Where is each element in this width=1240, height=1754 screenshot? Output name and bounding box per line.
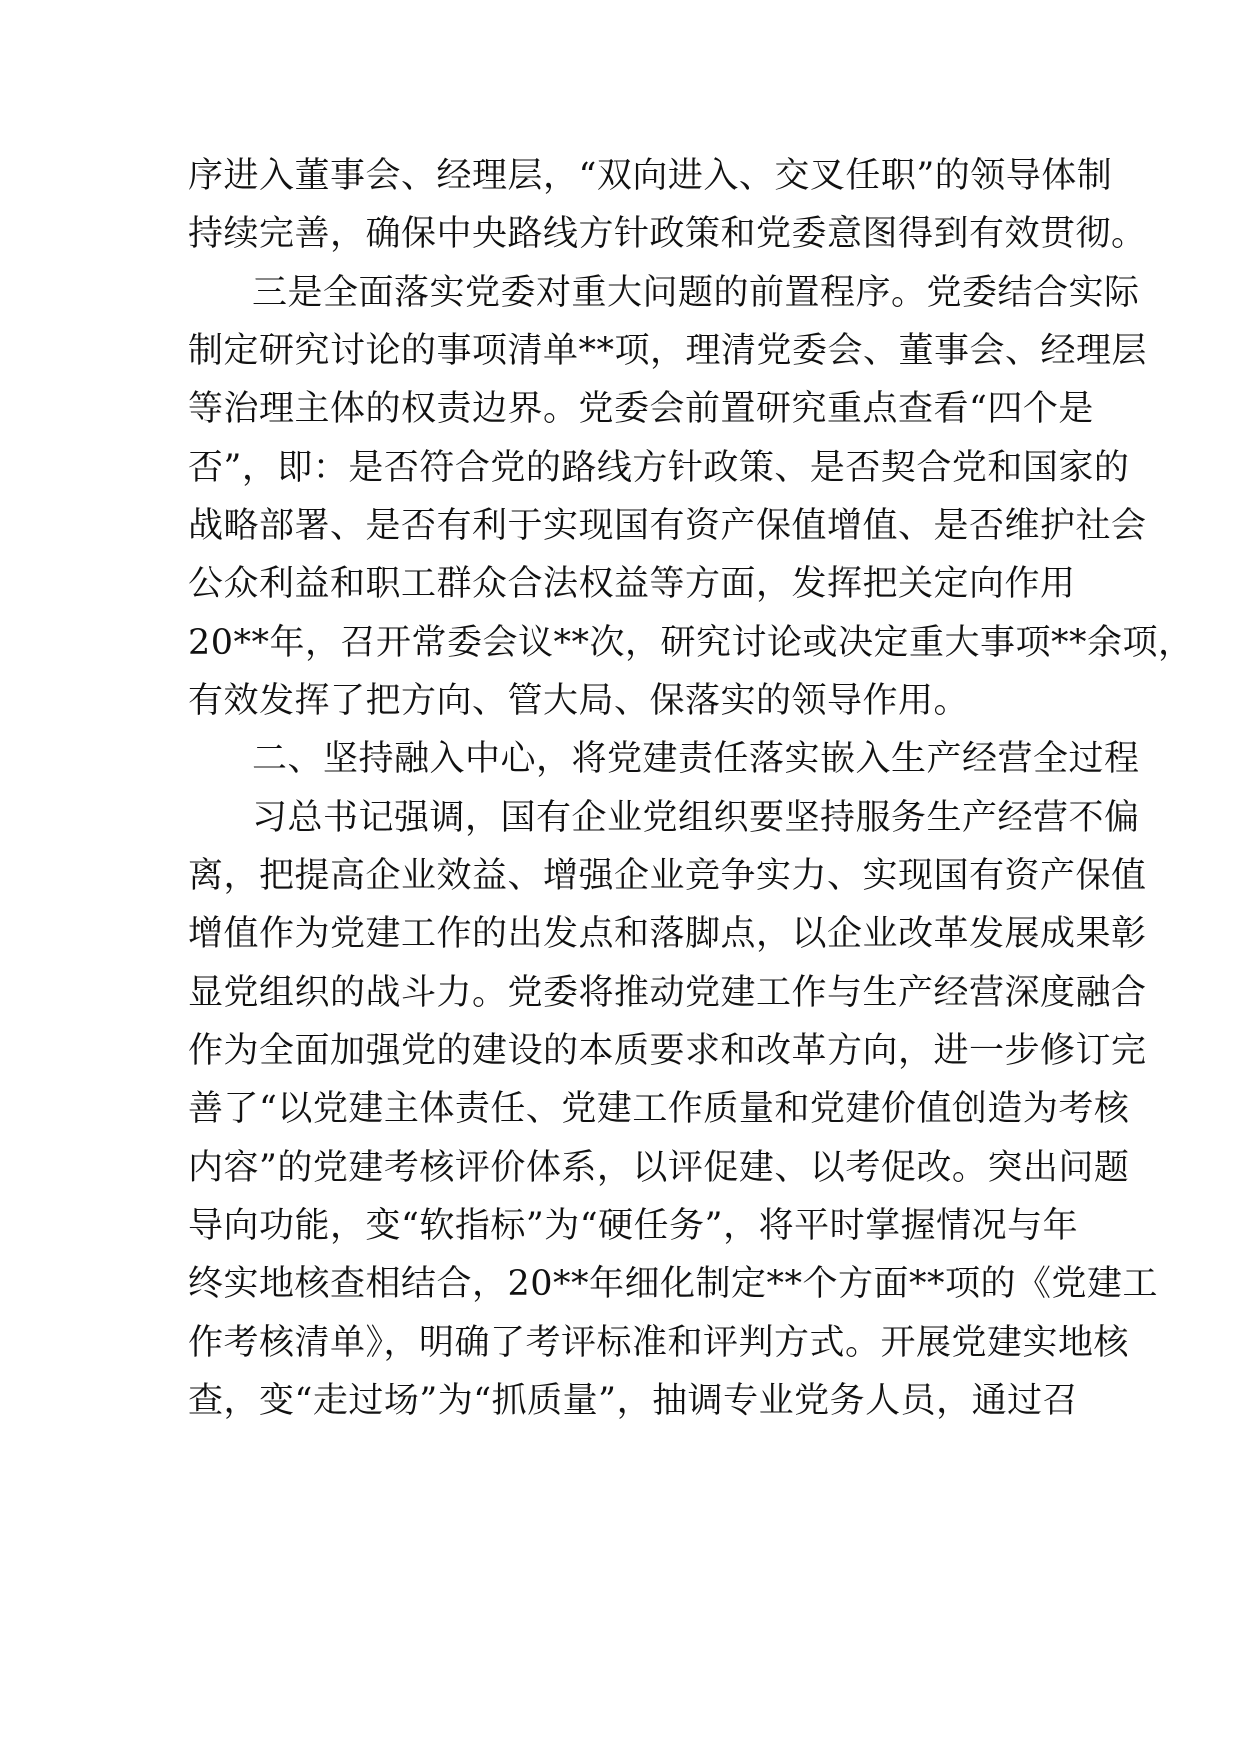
- text-line: 善了“以党建主体责任、党建工作质量和党建价值创造为考核: [188, 1089, 1130, 1129]
- text-line: 战略部署、是否有利于实现国有资产保值增值、是否维护社会: [188, 506, 1147, 546]
- paragraph-start-line: 三是全面落实党委对重大问题的前置程序。党委结合实际: [252, 273, 1140, 313]
- text-line: 显党组织的战斗力。党委将推动党建工作与生产经营深度融合: [188, 973, 1147, 1013]
- text-line: 等治理主体的权责边界。党委会前置研究重点查看“四个是: [188, 389, 1094, 429]
- text-line: 增值作为党建工作的出发点和落脚点，以企业改革发展成果彰: [188, 914, 1147, 954]
- paragraph-start-line: 习总书记强调，国有企业党组织要坚持服务生产经营不偏: [252, 798, 1140, 838]
- text-line: 持续完善，确保中央路线方针政策和党委意图得到有效贯彻。: [188, 214, 1147, 254]
- text-line: 制定研究讨论的事项清单**项，理清党委会、董事会、经理层: [188, 331, 1148, 371]
- text-line: 有效发挥了把方向、管大局、保落实的领导作用。: [188, 681, 970, 721]
- text-line: 查，变“走过场”为“抓质量”，抽调专业党务人员，通过召: [188, 1381, 1079, 1421]
- text-line: 否”，即：是否符合党的路线方针政策、是否契合党和国家的: [188, 448, 1130, 488]
- text-line: 内容”的党建考核评价体系，以评促建、以考促改。突出问题: [188, 1148, 1130, 1188]
- text-line: 离，把提高企业效益、增强企业竞争实力、实现国有资产保值: [188, 856, 1147, 896]
- text-line: 作为全面加强党的建设的本质要求和改革方向，进一步修订完: [188, 1031, 1147, 1071]
- section-heading: 二、坚持融入中心，将党建责任落实嵌入生产经营全过程: [252, 739, 1140, 779]
- text-line: 作考核清单》，明确了考评标准和评判方式。开展党建实地核: [188, 1323, 1130, 1363]
- text-line: 导向功能，变“软指标”为“硬任务”，将平时掌握情况与年: [188, 1206, 1079, 1246]
- text-line: 20**年，召开常委会议**次，研究讨论或决定重大事项**余项，: [188, 623, 1194, 663]
- text-line: 序进入董事会、经理层，“双向进入、交叉任职”的领导体制: [188, 156, 1113, 196]
- text-line: 公众利益和职工群众合法权益等方面，发挥把关定向作用: [188, 564, 1076, 604]
- text-line: 终实地核查相结合，20**年细化制定**个方面**项的《党建工: [188, 1264, 1159, 1304]
